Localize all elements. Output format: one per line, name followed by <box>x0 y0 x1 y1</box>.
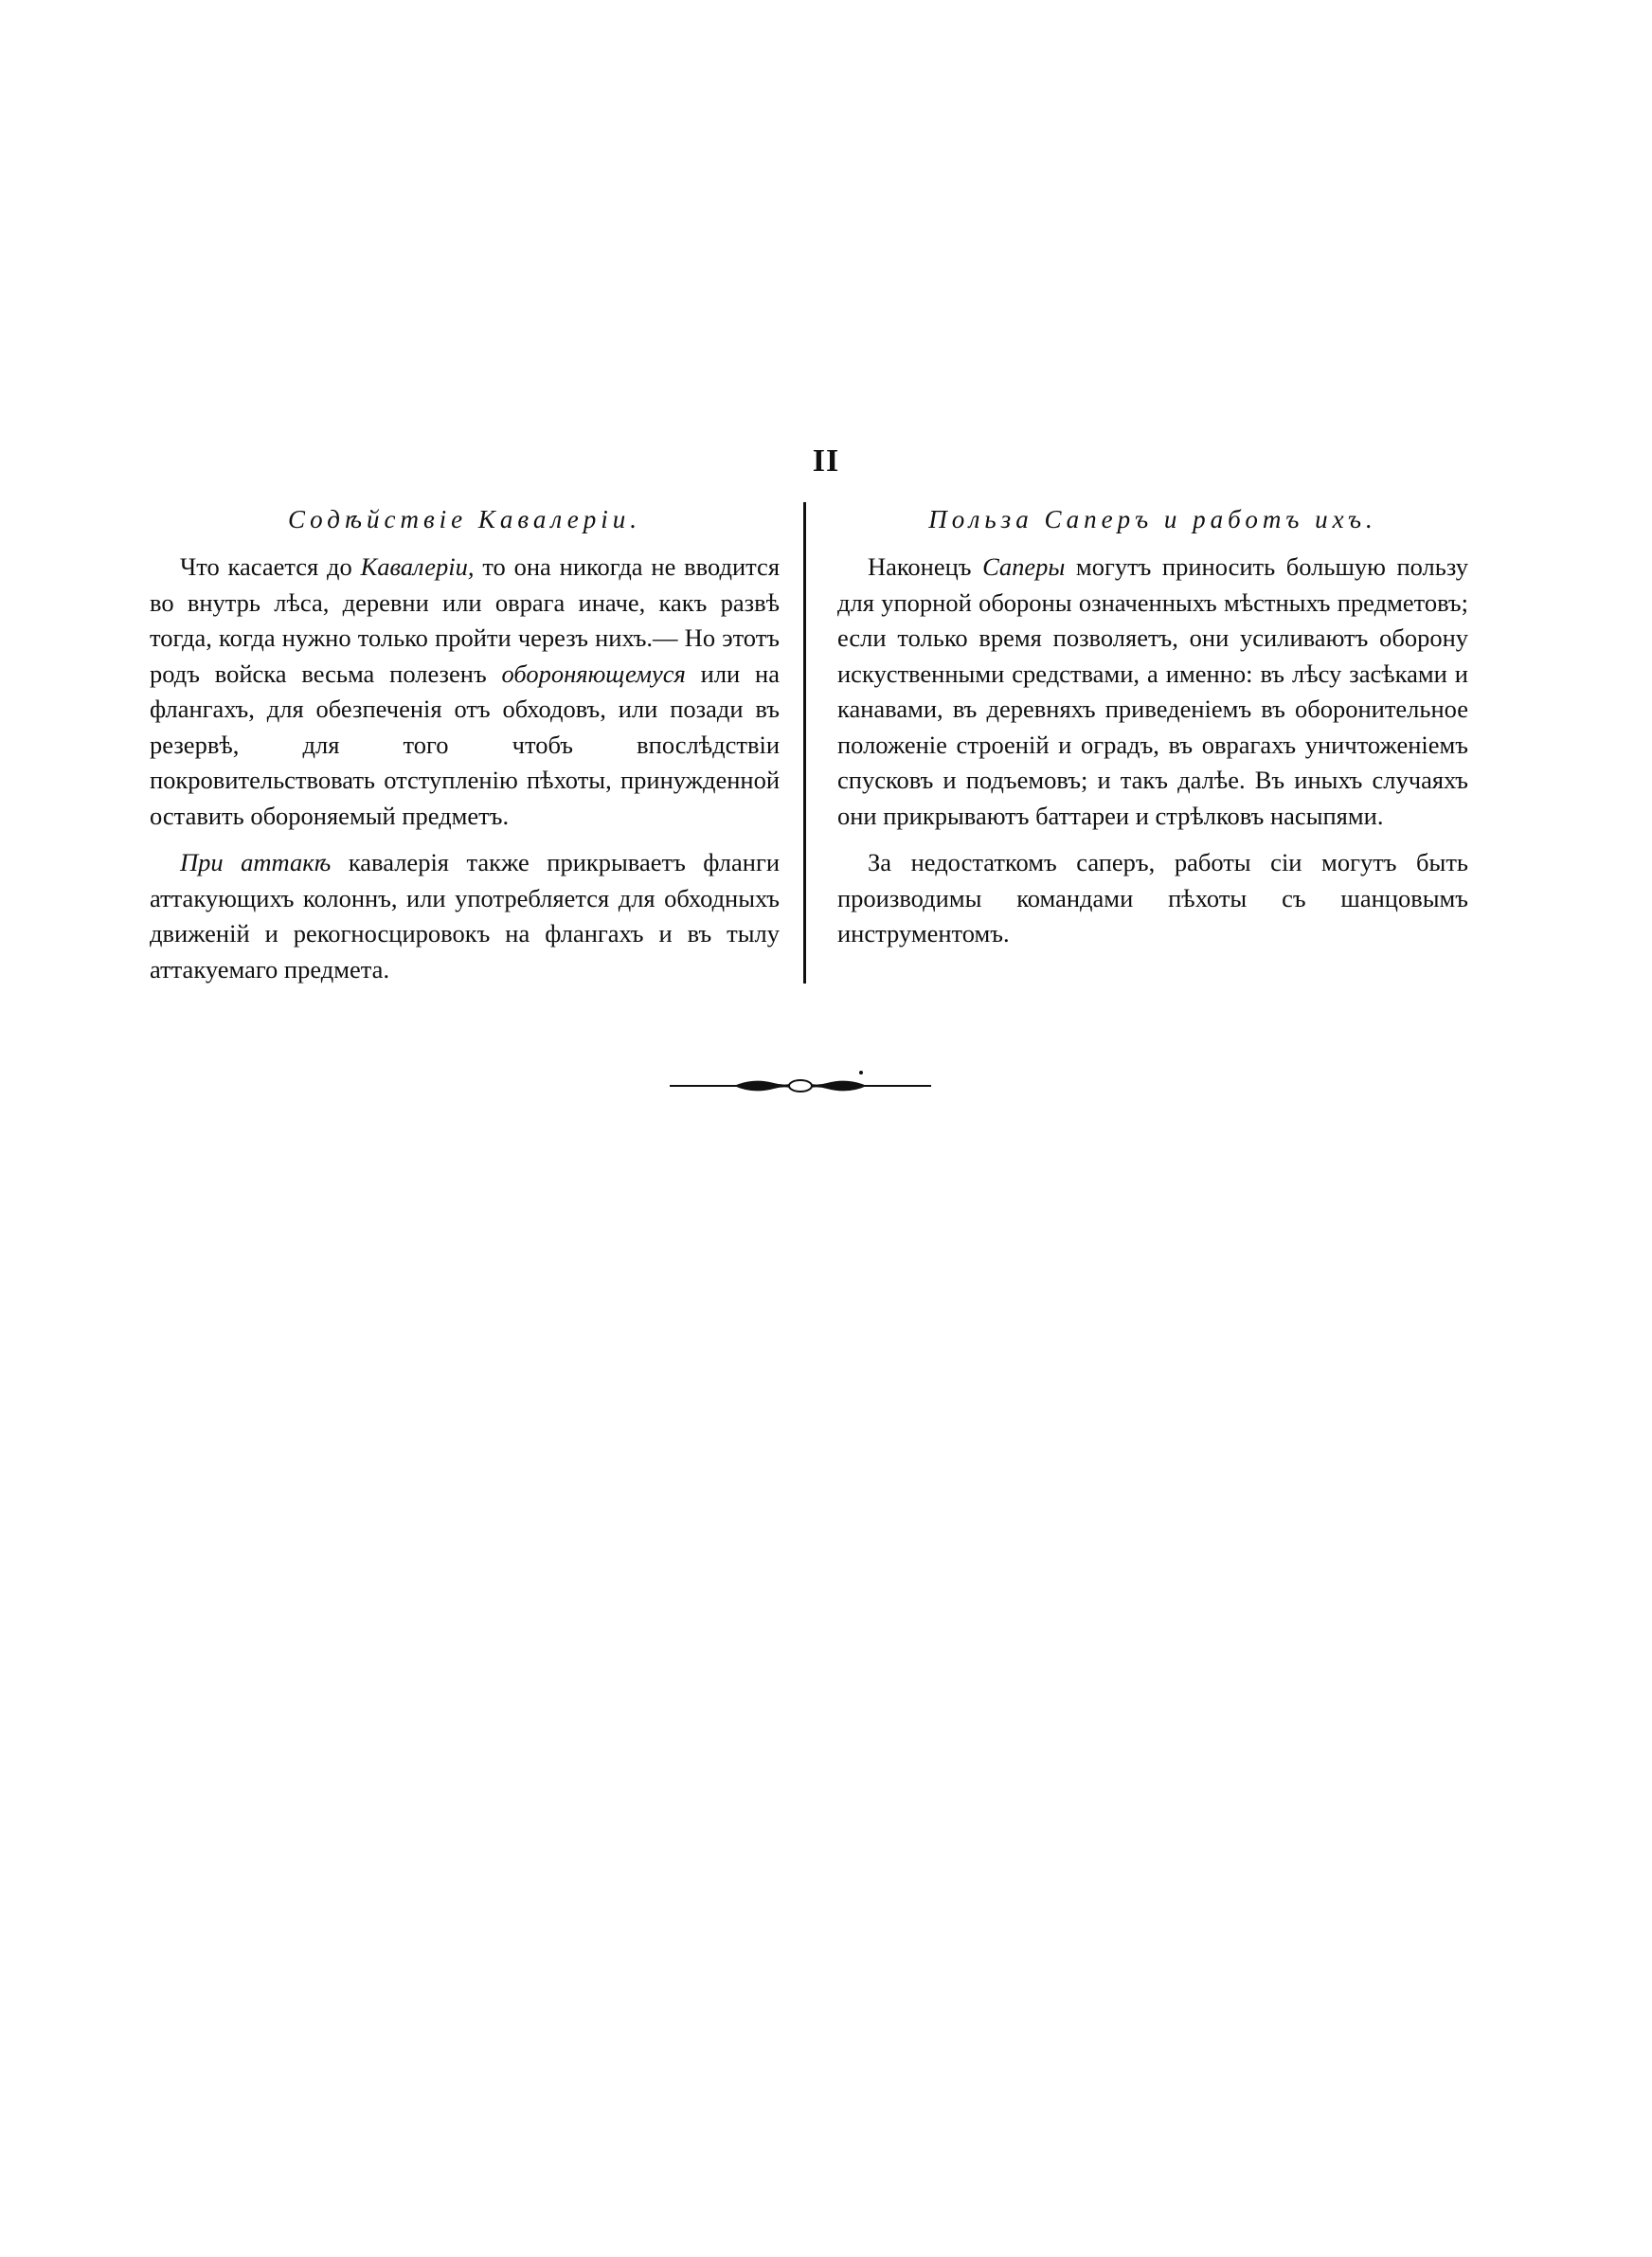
text-run: то она никогда не вводится во внутрь лѣса, деревни или оврага иначе, какъ развѣ тогда, когда нужно только пройти черезъ нихъ.— Но этотъ родъ войска весьма полезенъ <box>150 552 781 688</box>
left-column <box>150 502 780 999</box>
right-column <box>837 502 1468 964</box>
left-paragraph-2 <box>150 845 780 987</box>
italic-term: При аттакѣ <box>180 848 332 876</box>
tailpiece-ornament-icon <box>668 1067 933 1105</box>
right-column-heading: Польза Саперъ и работъ ихъ. <box>928 505 1377 533</box>
column-divider <box>803 502 806 984</box>
text-run: или на флангахъ, для обезпеченія отъ обходовъ, или позади въ резервѣ, для того чтобъ впослѣдствіи покровительствовать отступленію пѣхоты, принужденной оставить обороняемый предметъ. <box>150 659 781 830</box>
right-paragraph-2: За недостаткомъ саперъ, работы сіи могутъ быть производимы командами пѣхоты съ шанцовымъ инструментомъ. <box>837 848 1468 948</box>
italic-term: Кавалеріи, <box>360 552 475 581</box>
page-number: II <box>812 443 840 478</box>
text-run: могутъ приносить большую пользу для упорной обороны означенныхъ мѣстныхъ предметовъ; если только время позволяетъ, они усиливаютъ оборону искуственными средствами, а именно: въ лѣсу засѣками и канавами, въ деревняхъ приведеніемъ въ оборонительное положеніе строеній и оградъ, въ оврагахъ уничтоженіемъ спусковъ и подъемовъ; и такъ далѣе. Въ иныхъ случаяхъ они прикрываютъ баттареи и стрѣлковъ насыпями. <box>837 552 1469 830</box>
text-run: Что касается до <box>180 552 361 581</box>
italic-term: Саперы <box>982 552 1066 581</box>
left-column-heading: Содѣйствіе Кавалеріи. <box>287 505 642 533</box>
left-paragraph-1 <box>150 550 780 834</box>
text-run: Наконецъ <box>868 552 983 581</box>
text-run: кавалерія также прикрываетъ фланги аттакующихъ колоннъ, или употребляется для обходныхъ движеній и рекогносцировокъ на флангахъ и въ тылу аттакуемаго предмета. <box>150 848 780 984</box>
right-paragraph-1 <box>837 550 1468 834</box>
italic-term: обороняющемуся <box>501 659 686 688</box>
